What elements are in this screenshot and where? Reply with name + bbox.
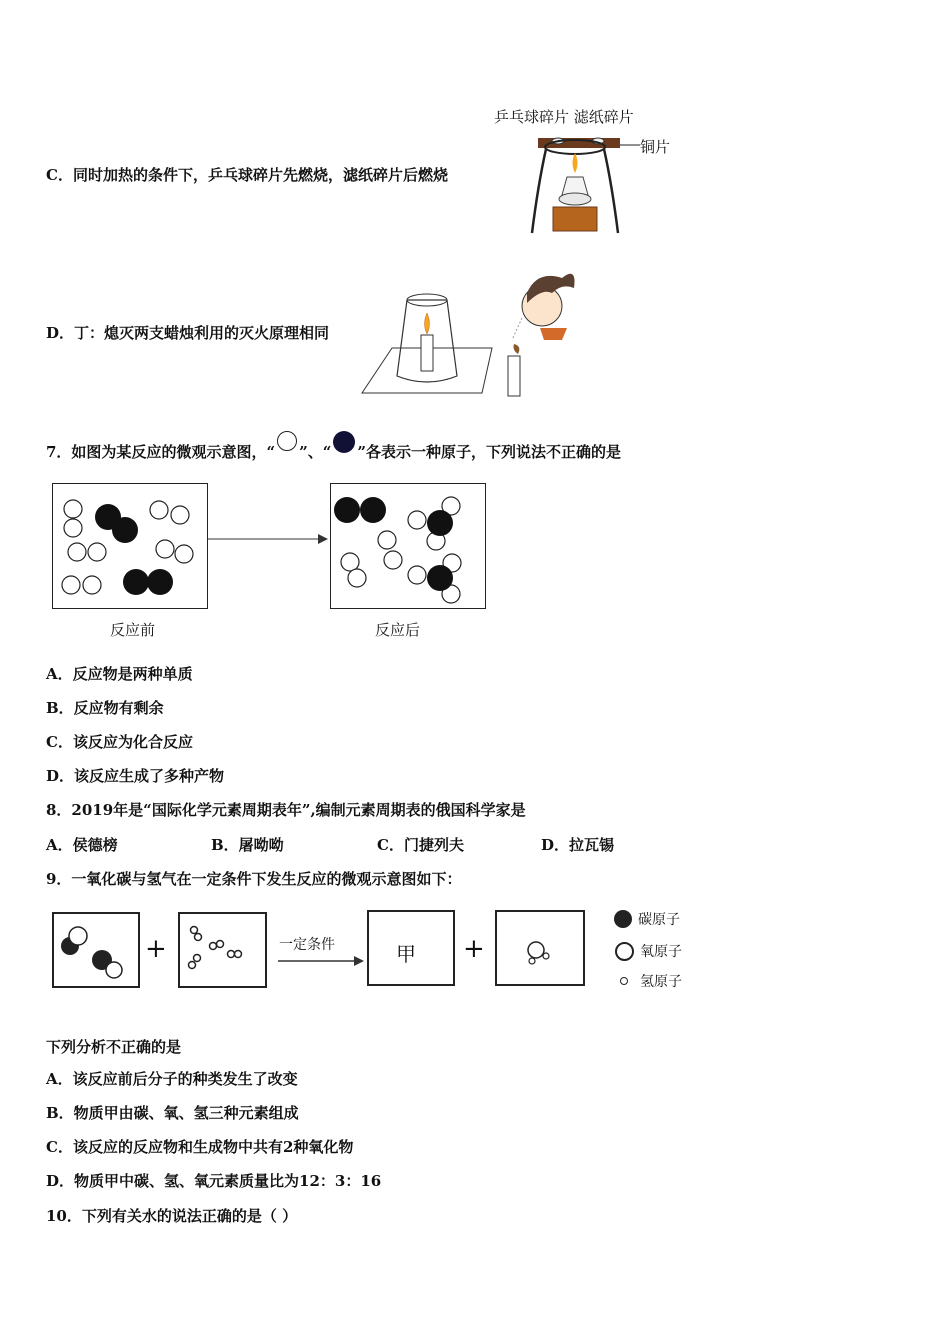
q7-stem xyxy=(46,431,621,462)
before-label: 反应前 xyxy=(110,621,156,639)
carbon-atom-icon xyxy=(614,910,632,928)
q9-option-b: B．物质甲由碳、氧、氢三种元素组成 xyxy=(46,1104,299,1122)
candle-in-cup xyxy=(421,335,433,371)
q9-stem: 9．一氧化碳与氢气在一定条件下发生反应的微观示意图如下： xyxy=(46,870,462,888)
legend-carbon-label: 碳原子 xyxy=(638,912,680,928)
breath-lines xyxy=(512,318,522,340)
q9-prompt: 下列分析不正确的是 xyxy=(46,1038,182,1056)
wood-block xyxy=(553,207,597,231)
q9-option-c: C．该反应的反应物和生成物中共有2种氧化物 xyxy=(46,1138,354,1156)
legend-carbon xyxy=(614,909,680,929)
black-atom-symbol xyxy=(333,431,355,453)
after-label: 反应后 xyxy=(375,621,421,639)
q6-option-d: D．丁：熄灭两支蜡烛利用的灭火原理相同 xyxy=(46,324,330,342)
q7-option-d: D．该反应生成了多种产物 xyxy=(46,767,225,785)
product-jia-label: 甲 xyxy=(396,942,416,966)
q7-stem-c: ”各表示一种原子，下列说法不正确的是 xyxy=(357,443,621,461)
q7-option-a: A．反应物是两种单质 xyxy=(46,665,193,683)
flame xyxy=(573,153,578,173)
legend-oxygen-label: 氧原子 xyxy=(640,944,682,960)
q8-option-d: D．拉瓦锡 xyxy=(541,836,615,854)
tripod-leg-right xyxy=(604,149,618,233)
arrow-head xyxy=(318,534,328,544)
q8-option-a: A．侯德榜 xyxy=(46,836,118,854)
fig-c-label-top: 乒乓球碎片 滤纸碎片 xyxy=(494,108,634,126)
blown-flame xyxy=(514,344,520,354)
plus-sign-1: + xyxy=(145,934,167,964)
white-atom-symbol xyxy=(277,431,297,451)
q6-option-c: C．同时加热的条件下，乒乓球碎片先燃烧，滤纸碎片后燃烧 xyxy=(46,166,448,184)
plus-sign-2: + xyxy=(463,934,485,964)
q7-option-b: B．反应物有剩余 xyxy=(46,699,164,717)
h2-box xyxy=(179,913,266,987)
hydrogen-atom-icon xyxy=(620,977,628,985)
q7-stem-b: ”、“ xyxy=(299,443,332,461)
legend-hydrogen xyxy=(614,971,682,991)
condition-arrow-head xyxy=(354,956,364,966)
person-shirt xyxy=(540,328,567,340)
q8-option-b: B．屠呦呦 xyxy=(211,836,284,854)
q8-option-c: C．门捷列夫 xyxy=(377,836,464,854)
alcohol-lamp-body xyxy=(559,193,591,205)
reaction-diagram-q7 xyxy=(52,483,488,610)
q9-option-d: D．物质甲中碳、氢、氧元素质量比为12：3：16 xyxy=(46,1172,382,1190)
q8-stem: 8．2019年是“国际化学元素周期表年”,编制元素周期表的俄国科学家是 xyxy=(46,801,526,819)
candle-blown xyxy=(508,356,520,396)
fig-c-label-copper: 铜片 xyxy=(640,138,671,156)
legend-oxygen xyxy=(614,941,682,961)
alcohol-lamp-top xyxy=(562,177,588,195)
q9-option-a: A．该反应前后分子的种类发生了改变 xyxy=(46,1070,298,1088)
water-oxygen xyxy=(528,942,544,958)
candle-flame xyxy=(425,313,430,334)
candle-experiment-figure xyxy=(362,258,592,403)
oxygen-atom-icon xyxy=(615,942,634,961)
q10-stem: 10．下列有关水的说法正确的是（ ） xyxy=(46,1207,298,1225)
heating-apparatus-figure xyxy=(520,125,650,240)
condition-label: 一定条件 xyxy=(279,937,335,953)
q7-stem-a: 7．如图为某反应的微观示意图，“ xyxy=(46,443,276,461)
q7-option-c: C．该反应为化合反应 xyxy=(46,733,193,751)
legend-hydrogen-label: 氢原子 xyxy=(640,974,682,990)
tripod-leg-left xyxy=(532,149,546,233)
